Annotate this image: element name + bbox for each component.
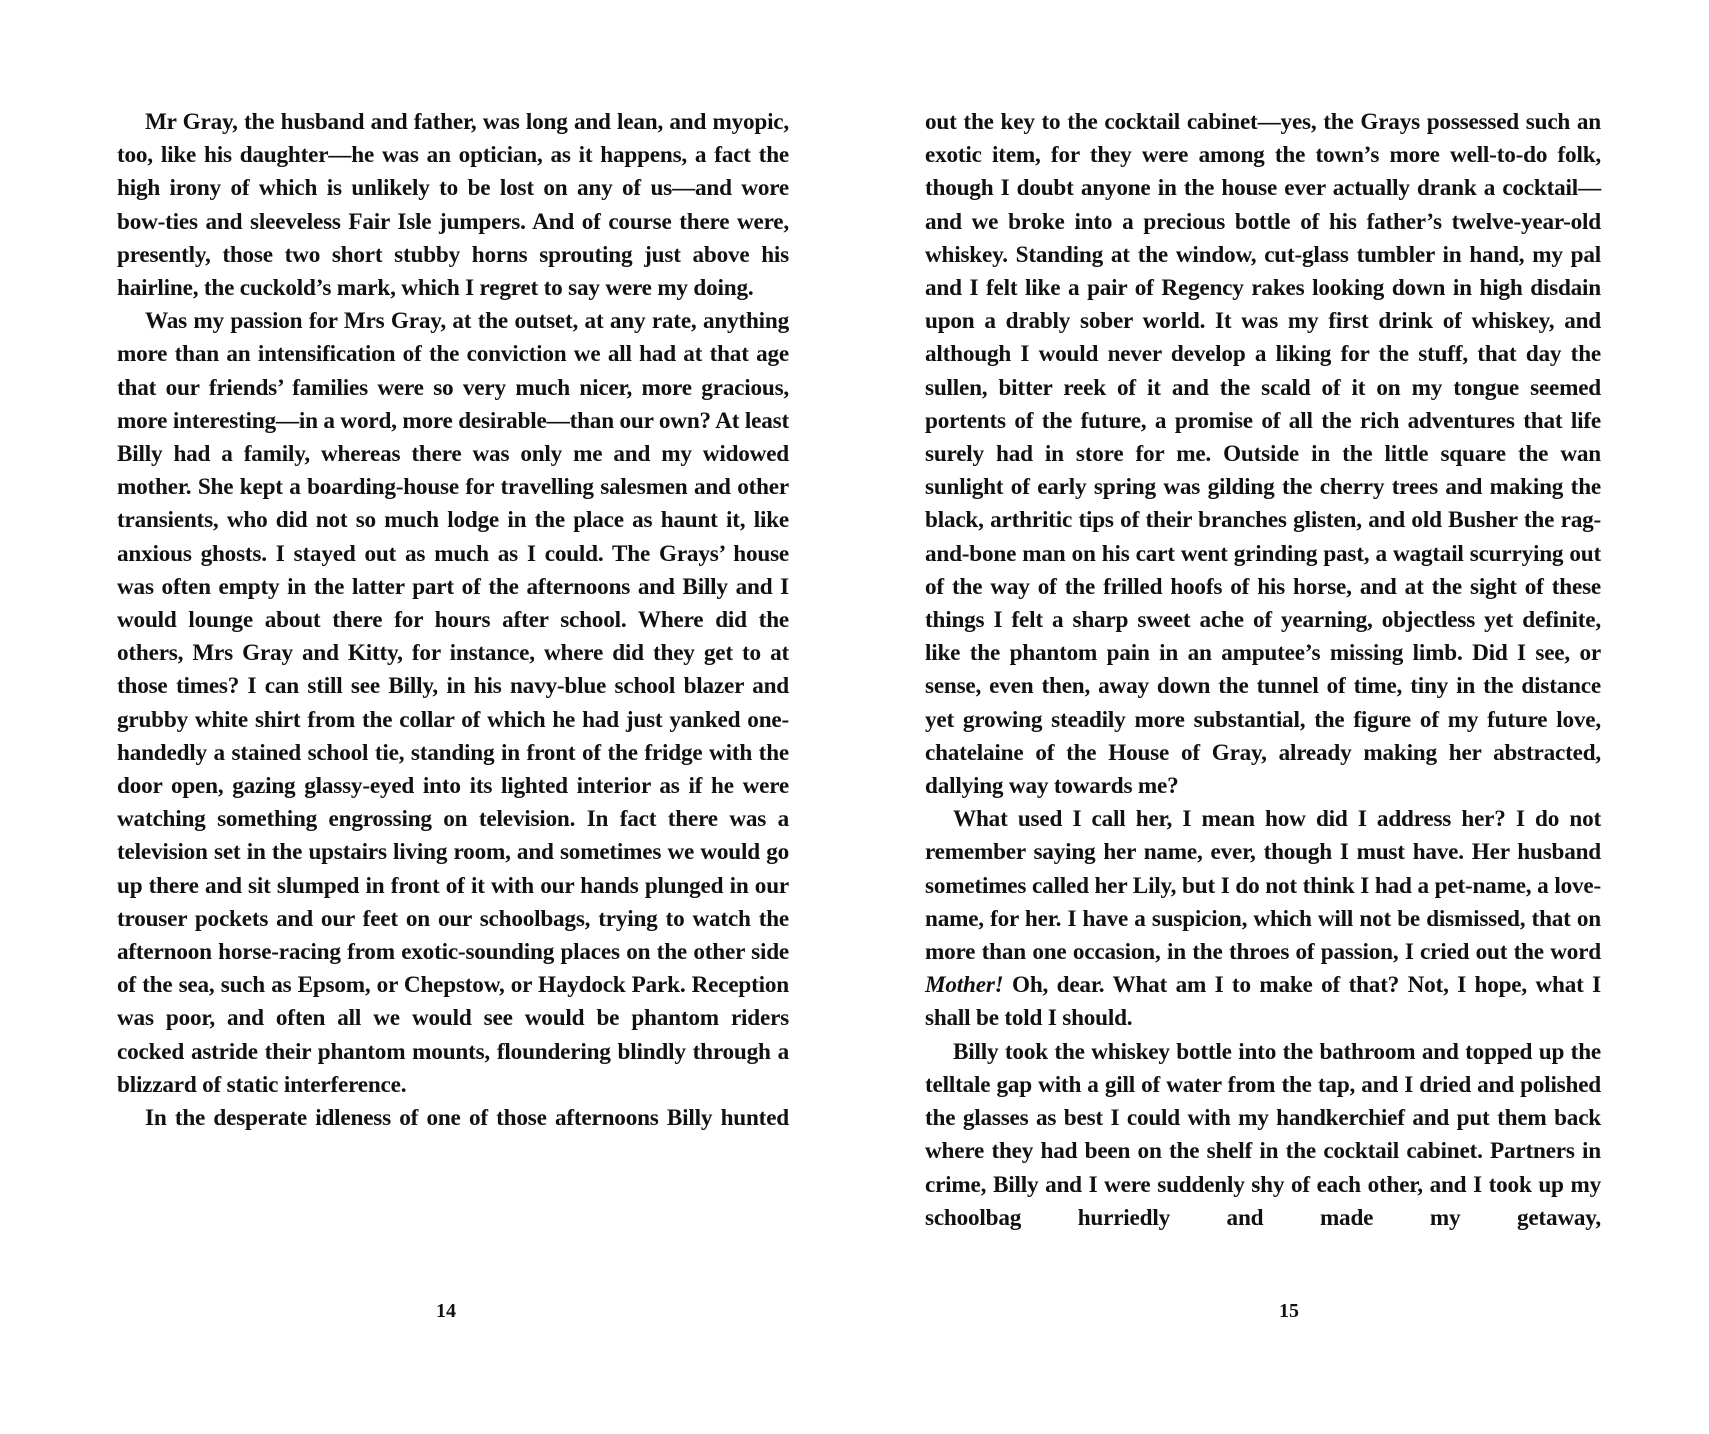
page-number: 14	[436, 1300, 456, 1322]
page-number: 15	[1279, 1300, 1299, 1322]
paragraph-text: What used I call her, I mean how did I address her? I do not remember saying her name, ever, though I must have. Her husband sometimes called her Lily, but I do not think I had a pet-name, a love-name, for her. I have a suspicion, which will not be dismissed, that on more than one occasion, in the throes of passion, I cried out the word	[925, 806, 1601, 966]
paragraph: Was my passion for Mrs Gray, at the outset, at any rate, anything more than an intensification of the conviction we all had at that age that our friends’ families were so very much nicer, more gracious, more interesting—in a word, more desirable—than our own? At least Billy had a family, whereas there was only me and my widowed mother. She kept a boarding-house for travelling salesmen and other transients, who did not so much lodge in the place as haunt it, like anxious ghosts. I stayed out as much as I could. The Grays’ house was often empty in the latter part of the afternoons and Billy and I would lounge about there for hours after school. Where did the others, Mrs Gray and Kitty, for instance, where did they get to at those times? I can still see Billy, in his navy-blue school blazer and grubby white shirt from the collar of which he had just yanked one-handedly a stained school tie, standing in front of the fridge with the door open, gazing glassy-eyed into its lighted interior as if he were watching something engrossing on television. In fact there was a television set in the upstairs living room, and sometimes we would go up there and sit slumped in front of it with our hands plunged in our trouser pockets and our feet on our schoolbags, trying to watch the afternoon horse-racing from exotic-sounding places on the other side of the sea, such as Epsom, or Chepstow, or Haydock Park. Reception was poor, and often all we would see would be phantom riders cocked astride their phantom mounts, floundering blindly through a blizzard of static interference.	[117, 308, 789, 1098]
left-page-text	[117, 106, 789, 1135]
left-page	[0, 0, 854, 1434]
paragraph	[925, 803, 1601, 1035]
right-page	[855, 0, 1709, 1434]
paragraph: out the key to the cocktail cabinet—yes, the Grays possessed such an exotic item, for they were among the town’s more well-to-do folk, though I doubt anyone in the house ever actually drank a cocktail—and we broke into a precious bottle of his father’s twelve-year-old whiskey. Standing at the window, cut-glass tumbler in hand, my pal and I felt like a pair of Regency rakes looking down in high disdain upon a drably sober world. It was my first drink of whiskey, and although I would never develop a liking for the stuff, that day the sullen, bitter reek of it and the scald of it on my tongue seemed portents of the future, a promise of all the rich adventures that life surely had in store for me. Outside in the little square the wan sunlight of early spring was gilding the cherry trees and making the black, arthritic tips of their branches glisten, and old Busher the rag-and-bone man on his cart went grinding past, a wagtail scurrying out of the way of the frilled hoofs of his horse, and at the sight of these things I felt a sharp sweet ache of yearning, objectless yet definite, like the phantom pain in an amputee’s missing limb. Did I see, or sense, even then, away down the tunnel of time, tiny in the distance yet growing steadily more substantial, the figure of my future love, chatelaine of the House of Gray, already making her abstracted, dallying way towards me?	[925, 109, 1601, 800]
emphasis: Mother!	[925, 972, 1004, 999]
right-page-text	[925, 106, 1601, 1235]
paragraph: Mr Gray, the husband and father, was long and lean, and myopic, too, like his daughter—he was an optician, as it happens, a fact the high irony of which is unlikely to be lost on any of us—and wore bow-ties and sleeveless Fair Isle jumpers. And of course there were, presently, those two short stubby horns sprouting just above his hairline, the cuckold’s mark, which I regret to say were my doing.	[117, 109, 789, 302]
paragraph: In the desperate idleness of one of those afternoons Billy hunted	[145, 1105, 789, 1132]
paragraph: Billy took the whiskey bottle into the bathroom and topped up the telltale gap with a gill of water from the tap, and I dried and polished the glasses as best I could with my handkerchief and put them back where they had been on the shelf in the cocktail cabinet. Partners in crime, Billy and I were suddenly shy of each other, and I took up my schoolbag hurriedly and made my getaway,	[925, 1038, 1601, 1231]
paragraph-text: Oh, dear. What am I to make of that? Not, I hope, what I shall be told I should.	[925, 972, 1601, 1032]
